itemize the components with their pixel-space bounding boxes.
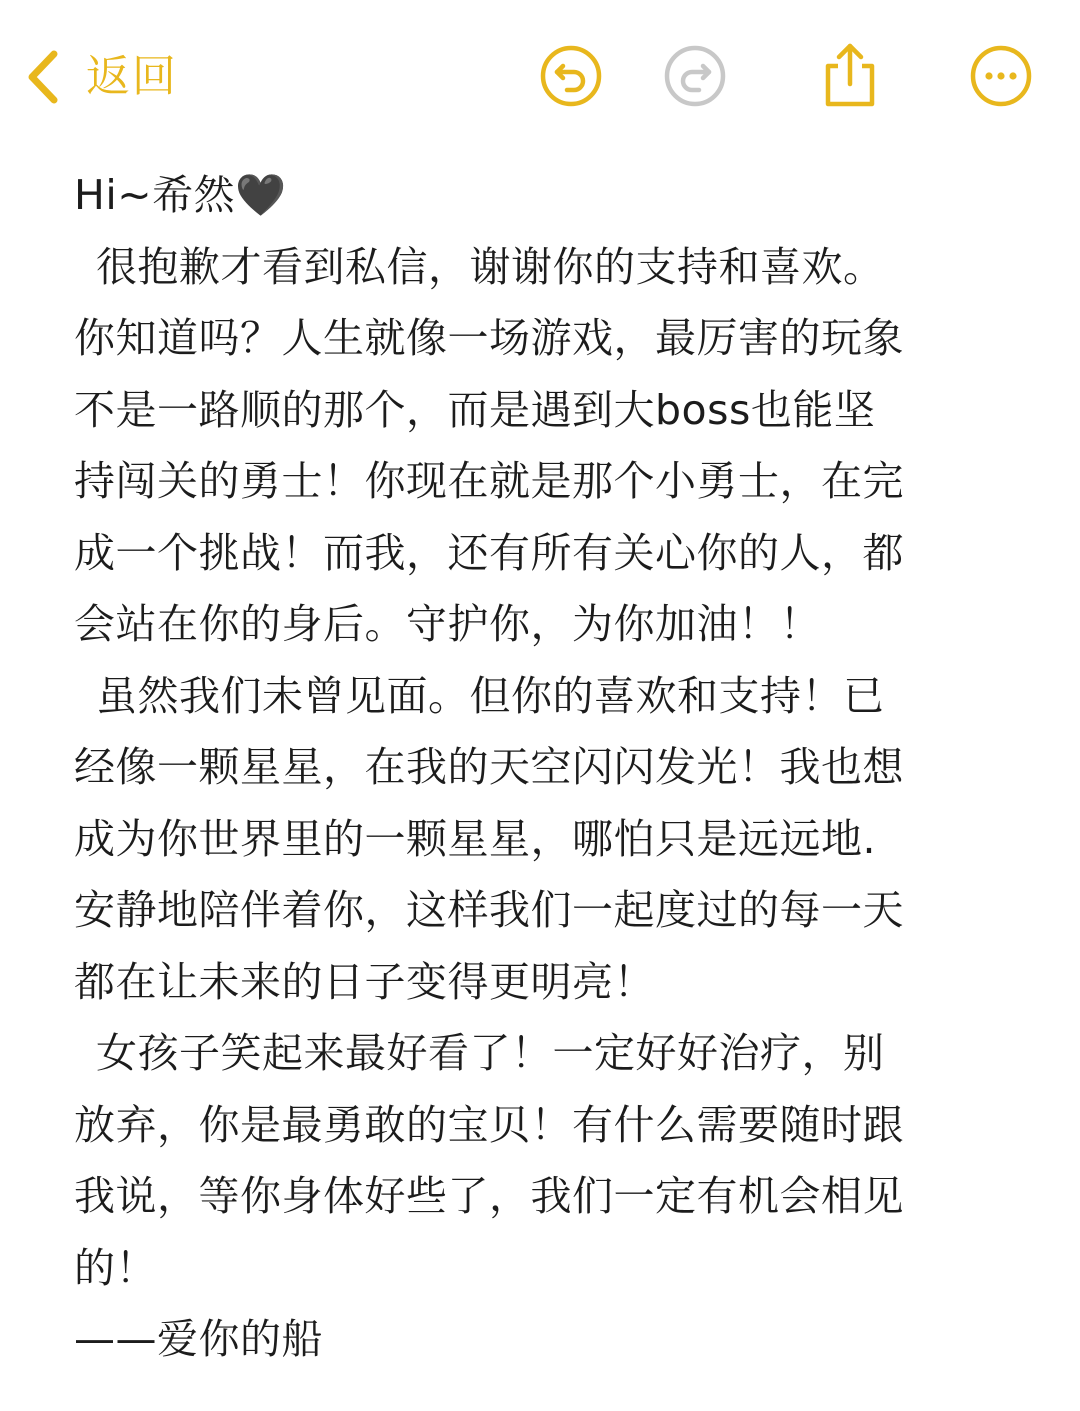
undo-icon [539, 44, 603, 108]
note-line: 经像一颗星星，在我的天空闪闪发光！我也想 [74, 743, 904, 791]
redo-button[interactable] [663, 44, 727, 108]
share-icon [818, 40, 882, 110]
note-line: 不是一路顺的那个，而是遇到大boss也能坚 [74, 385, 876, 434]
back-label: 返回 [86, 51, 178, 102]
note-line: 我说，等你身体好些了，我们一定有机会相见 [74, 1172, 904, 1220]
note-line: 成一个挑战！而我，还有所有关心你的人，都 [74, 528, 904, 577]
note-line-signature: ——爱你的船 [74, 1315, 323, 1363]
note-line: 你知道吗？人生就像一场游戏，最厉害的玩象 [74, 314, 904, 362]
note-line: 会站在你的身后。守护你，为你加油！！ [74, 600, 821, 648]
note-toolbar [0, 0, 1080, 150]
more-icon [969, 44, 1033, 108]
more-button[interactable] [969, 44, 1033, 108]
note-line-greeting: Hi~希然🖤 [74, 171, 287, 219]
note-line: 成为你世界里的一颗星星，哪怕只是远远地. [74, 814, 877, 863]
note-line: 都在让未来的日子变得更明亮！ [74, 957, 655, 1006]
chevron-left-icon [22, 46, 66, 108]
note-line: 女孩子笑起来最好看了！一定好好治疗，别 [96, 1029, 885, 1077]
note-line: 很抱歉才看到私信，谢谢你的支持和喜欢。 [96, 242, 885, 291]
note-line: 虽然我们未曾见面。但你的喜欢和支持！已 [96, 671, 885, 720]
undo-button[interactable] [539, 44, 603, 108]
note-line: 安静地陪伴着你，这样我们一起度过的每一天 [74, 886, 904, 934]
redo-icon [663, 44, 727, 108]
note-body[interactable] [74, 160, 1004, 1376]
note-line: 放弃，你是最勇敢的宝贝！有什么需要随时跟 [74, 1100, 904, 1149]
share-button[interactable] [818, 40, 882, 110]
note-line: 持闯关的勇士！你现在就是那个小勇士，在完 [74, 457, 904, 505]
back-button[interactable] [22, 46, 178, 108]
note-line: 的！ [74, 1243, 157, 1292]
